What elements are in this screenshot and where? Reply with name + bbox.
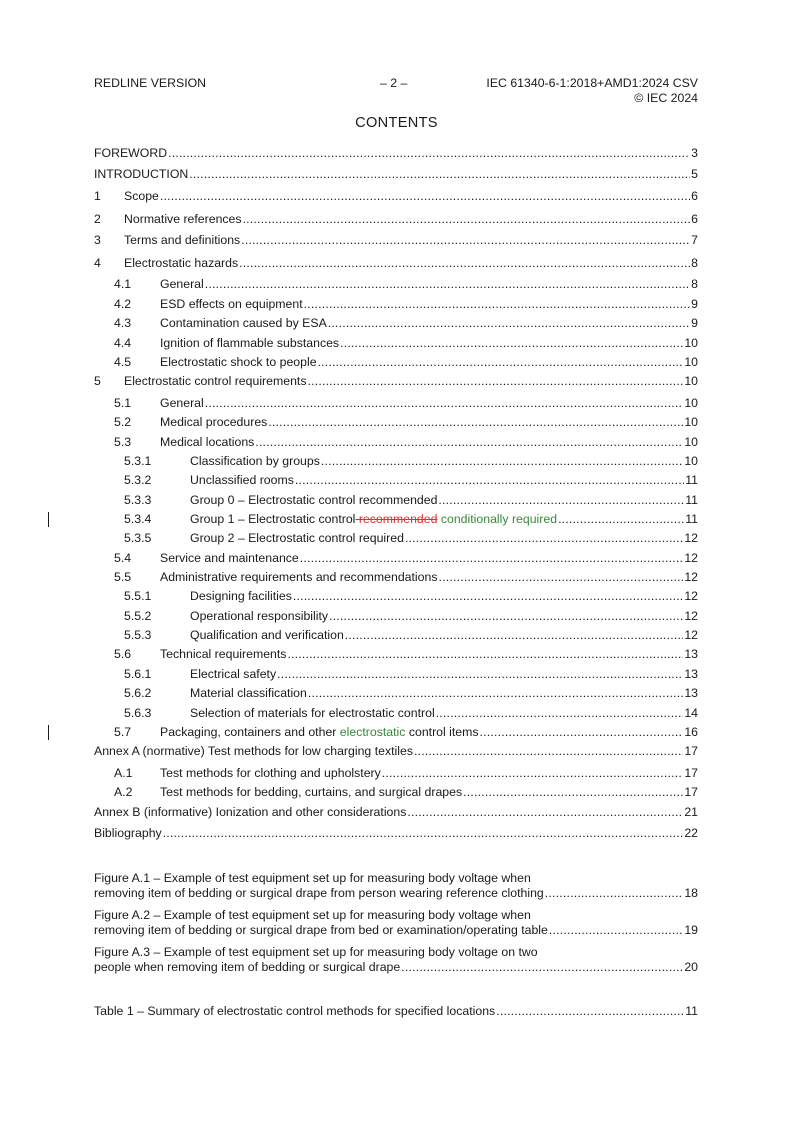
toc-entry[interactable] [94, 589, 698, 604]
toc-entry-text: Classification by groups [190, 454, 320, 468]
toc-entry[interactable] [94, 493, 698, 508]
toc-entry-number: 5.4 [114, 551, 132, 565]
toc-entry[interactable] [94, 316, 698, 331]
header-redline-label: REDLINE VERSION [94, 76, 207, 90]
toc-entry[interactable] [94, 454, 698, 469]
toc-entry[interactable] [94, 415, 698, 430]
toc-entry[interactable] [94, 355, 698, 370]
toc-entry-page: 12 [684, 628, 698, 642]
toc-entry-number: 4.5 [114, 355, 132, 369]
toc-entry-page: 11 [685, 493, 698, 507]
toc-entry-title [160, 785, 462, 800]
toc-entry-title [190, 454, 320, 469]
toc-entry[interactable] [94, 628, 698, 643]
toc-entry[interactable] [94, 744, 698, 759]
toc-entry-title [190, 589, 292, 604]
toc-entry-number: 5.6.1 [124, 667, 152, 681]
toc-entry[interactable] [94, 785, 698, 800]
toc-entry-title [190, 706, 435, 721]
dot-leader [241, 233, 690, 248]
toc-entry-text: Group 1 – Electrostatic control [190, 512, 356, 526]
toc-entry-number: 5.3.1 [124, 454, 152, 468]
toc-entry-number: 4.4 [114, 336, 132, 350]
toc-entry-number: 5.6.3 [124, 706, 152, 720]
figure-caption-line2: removing item of bedding or surgical drape from person wearing reference clothing [94, 886, 544, 900]
toc-entry-number: 5 [94, 374, 101, 388]
toc-entry-page: 10 [684, 355, 698, 369]
toc-entry-title [160, 355, 317, 370]
toc-entry-page: 12 [684, 589, 698, 603]
toc-entry[interactable] [94, 396, 698, 411]
dot-leader [329, 609, 683, 624]
dot-leader [345, 628, 684, 643]
toc-entry[interactable] [94, 277, 698, 292]
figure-page: 20 [684, 960, 698, 974]
dot-leader [318, 355, 684, 370]
figure-caption-line2-row [94, 886, 698, 901]
toc-entry-title [190, 493, 437, 508]
toc-entry-title [160, 336, 339, 351]
contents-title: CONTENTS [355, 115, 438, 131]
toc-entry-page: 7 [691, 233, 698, 247]
toc-entry-text: Electrical safety [190, 667, 277, 681]
inserted-text: electrostatic [339, 725, 406, 739]
toc-entry-title [190, 667, 276, 682]
change-bar [48, 725, 49, 740]
toc-entry-text: Selection of materials for electrostatic control [190, 706, 435, 720]
toc-entry-title [190, 628, 344, 643]
toc-entry-text: Ignition of flammable substances [160, 336, 340, 350]
figure-entry[interactable] [94, 945, 698, 975]
toc-entry-number: 5.3 [114, 435, 132, 449]
toc-entry[interactable] [94, 766, 698, 781]
toc-entry-text: Test methods for bedding, curtains, and surgical drapes [160, 785, 463, 799]
figure-caption-line2: people when removing item of bedding or surgical drape [94, 960, 401, 974]
dot-leader [287, 647, 683, 662]
toc-entry-page: 3 [691, 146, 698, 160]
toc-entry-title [190, 531, 404, 546]
dot-leader [436, 706, 684, 721]
toc-entry[interactable] [94, 297, 698, 312]
toc-entry[interactable] [94, 189, 698, 204]
toc-entry-page: 9 [691, 297, 698, 311]
toc-entry-page: 11 [685, 473, 698, 487]
toc-entry[interactable] [94, 570, 698, 585]
toc-entry[interactable] [94, 435, 698, 450]
toc-entry-page: 10 [684, 435, 698, 449]
toc-entry-number: 5.3.3 [124, 493, 152, 507]
toc-entry-title [94, 167, 188, 182]
toc-entry-title [124, 189, 159, 204]
dot-leader [189, 167, 690, 182]
toc-entry-page: 14 [684, 706, 698, 720]
toc-entry-page: 17 [684, 744, 698, 758]
dot-leader [300, 551, 684, 566]
figure-entry[interactable] [94, 871, 698, 901]
figure-entry[interactable] [94, 908, 698, 938]
figure-caption-line1: Figure A.3 – Example of test equipment set up for measuring body voltage on two [94, 945, 538, 959]
dot-leader [205, 396, 684, 411]
toc-entry-text: Technical requirements [160, 647, 287, 661]
toc-entry-title [160, 277, 204, 292]
dot-leader [545, 886, 684, 901]
toc-entry-title [160, 396, 204, 411]
figure-caption-line2-row [94, 923, 698, 938]
deleted-text: recommended [355, 512, 438, 526]
change-bar [48, 512, 49, 527]
toc-entry-page: 10 [684, 374, 698, 388]
toc-entry-page: 6 [691, 189, 698, 203]
toc-entry-title [160, 570, 438, 585]
toc-entry[interactable] [94, 473, 698, 488]
toc-entry[interactable] [94, 256, 698, 271]
toc-entry-text: General [160, 396, 204, 410]
dot-leader [239, 256, 690, 271]
toc-entry-title [190, 686, 307, 701]
toc-entry-title [190, 473, 294, 488]
toc-entry-number: 5.1 [114, 396, 132, 410]
figure-caption-line1: Figure A.1 – Example of test equipment set up for measuring body voltage when [94, 871, 531, 885]
toc-entry-page: 10 [684, 415, 698, 429]
toc-entry-title [160, 551, 299, 566]
toc-entry-text: ESD effects on equipment [160, 297, 303, 311]
toc-entry-page: 5 [691, 167, 698, 181]
toc-entry[interactable] [94, 551, 698, 566]
toc-entry-text: Normative references [124, 212, 242, 226]
toc-entry-number: 3 [94, 233, 101, 247]
toc-entry-title [160, 725, 479, 740]
toc-entry[interactable] [94, 531, 698, 546]
toc-entry-text: Service and maintenance [160, 551, 299, 565]
toc-entry-text: Electrostatic shock to people [160, 355, 317, 369]
toc-entry[interactable] [94, 647, 698, 662]
toc-entry-text: INTRODUCTION [94, 167, 189, 181]
dot-leader [558, 512, 684, 527]
dot-leader [205, 277, 690, 292]
toc-entry-number: 5.3.5 [124, 531, 152, 545]
toc-entry-title [160, 297, 303, 312]
toc-entry-number: 5.7 [114, 725, 132, 739]
toc-entry-page: 9 [691, 316, 698, 330]
toc-entry-text: Medical procedures [160, 415, 268, 429]
dot-leader [439, 570, 684, 585]
toc-entry-title [190, 512, 557, 527]
toc-entry-number: A.1 [114, 766, 133, 780]
inserted-text: conditionally required [437, 512, 558, 526]
toc-entry[interactable] [94, 706, 698, 721]
toc-entry[interactable] [94, 686, 698, 701]
toc-entry-text-after: control items [405, 725, 479, 739]
toc-entry-text: Annex A (normative) Test methods for low charging textiles [94, 744, 413, 758]
toc-entry[interactable] [94, 233, 698, 248]
toc-entry-number: 5.5 [114, 570, 132, 584]
toc-entry-number: 2 [94, 212, 101, 226]
dot-leader [382, 766, 684, 781]
toc-entry[interactable] [94, 609, 698, 624]
figure-page: 19 [684, 923, 698, 937]
dot-leader [549, 923, 683, 938]
dot-leader [438, 493, 684, 508]
toc-entry-number: A.2 [114, 785, 133, 799]
toc-entry-text: Administrative requirements and recommendations [160, 570, 438, 584]
dot-leader [295, 473, 684, 488]
toc-entry-number: 4.1 [114, 277, 132, 291]
figure-caption-line2: removing item of bedding or surgical drape from bed or examination/operating table [94, 923, 548, 937]
dot-leader [463, 785, 683, 800]
toc-entry-page: 8 [691, 256, 698, 270]
dot-leader [304, 297, 691, 312]
figure-caption-line2-row [94, 960, 698, 975]
toc-entry-text: FOREWORD [94, 146, 168, 160]
toc-entry-title [124, 256, 238, 271]
figure-caption-line1: Figure A.2 – Example of test equipment set up for measuring body voltage when [94, 908, 531, 922]
toc-entry-text: Electrostatic control requirements [124, 374, 307, 388]
toc-entry-page: 11 [685, 512, 698, 526]
toc-entry-number: 4.3 [114, 316, 132, 330]
toc-entry-title [160, 415, 267, 430]
header-page-number: – 2 – [380, 76, 408, 90]
toc-entry-title [190, 609, 328, 624]
toc-entry-title [160, 316, 327, 331]
toc-entry-title [124, 233, 240, 248]
toc-entry-text: General [160, 277, 204, 291]
table-caption: Table 1 – Summary of electrostatic control methods for specified locations [94, 1004, 496, 1018]
toc-entry-page: 17 [684, 785, 698, 799]
toc-entry-page: 21 [684, 805, 698, 819]
dot-leader [168, 146, 690, 161]
toc-entry-text: Group 2 – Electrostatic control required [190, 531, 404, 545]
toc-entry-number: 4.2 [114, 297, 132, 311]
toc-entry-title [124, 374, 306, 389]
dot-leader [496, 1004, 684, 1019]
toc-entry-text: Group 0 – Electrostatic control recommended [190, 493, 438, 507]
toc-entry-page: 22 [684, 826, 698, 840]
dot-leader [268, 415, 683, 430]
dot-leader [328, 316, 690, 331]
toc-entry-text: Packaging, containers and other [160, 725, 340, 739]
toc-entry-text: Scope [124, 189, 159, 203]
toc-entry-number: 5.5.2 [124, 609, 152, 623]
dot-leader [160, 189, 690, 204]
toc-entry-number: 5.6 [114, 647, 132, 661]
toc-entry[interactable] [94, 512, 698, 527]
toc-entry-page: 6 [691, 212, 698, 226]
dot-leader [293, 589, 683, 604]
toc-entry-text: Bibliography [94, 826, 162, 840]
toc-entry[interactable] [94, 667, 698, 682]
toc-entry-text: Operational responsibility [190, 609, 329, 623]
toc-entry-title [94, 146, 167, 161]
toc-entry-text: Medical locations [160, 435, 255, 449]
dot-leader [340, 336, 683, 351]
toc-entry-text: Electrostatic hazards [124, 256, 239, 270]
toc-entry-page: 16 [684, 725, 698, 739]
toc-entry-title [160, 435, 254, 450]
toc-entry-title [94, 744, 413, 759]
dot-leader [163, 826, 684, 841]
toc-entry-number: 5.2 [114, 415, 132, 429]
toc-entry-text: Designing facilities [190, 589, 292, 603]
toc-entry[interactable] [94, 212, 698, 227]
toc-entry-text: Annex B (informative) Ionization and other considerations [94, 805, 407, 819]
figure-page: 18 [684, 886, 698, 900]
header-standard-id: IEC 61340-6-1:2018+AMD1:2024 CSV [486, 76, 698, 90]
toc-entry-page: 10 [684, 396, 698, 410]
toc-entry-page: 13 [684, 686, 698, 700]
dot-leader [401, 960, 683, 975]
toc-entry-text: Contamination caused by ESA [160, 316, 327, 330]
dot-leader [480, 725, 684, 740]
toc-entry-number: 4 [94, 256, 101, 270]
toc-entry-page: 10 [684, 454, 698, 468]
toc-entry-number: 1 [94, 189, 101, 203]
toc-entry-number: 5.3.2 [124, 473, 152, 487]
toc-entry-title [94, 805, 406, 820]
toc-entry-page: 12 [684, 609, 698, 623]
toc-entry-text: Material classification [190, 686, 307, 700]
toc-entry-text: Qualification and verification [190, 628, 344, 642]
toc-entry[interactable] [94, 725, 698, 740]
toc-entry-number: 5.6.2 [124, 686, 152, 700]
toc-entry[interactable] [94, 374, 698, 389]
toc-entry-page: 12 [684, 551, 698, 565]
toc-entry-text: Terms and definitions [124, 233, 241, 247]
toc-entry[interactable] [94, 167, 698, 182]
toc-entry-title [160, 766, 381, 781]
dot-leader [243, 212, 691, 227]
toc-entry[interactable] [94, 146, 698, 161]
toc-entry-text: Test methods for clothing and upholstery [160, 766, 381, 780]
toc-entry-page: 8 [691, 277, 698, 291]
toc-entry-title [124, 212, 242, 227]
dot-leader [255, 435, 683, 450]
toc-entry-text: Unclassified rooms [190, 473, 294, 487]
toc-entry-page: 10 [684, 336, 698, 350]
dot-leader [321, 454, 683, 469]
toc-entry-page: 12 [684, 531, 698, 545]
toc-entry-page: 17 [684, 766, 698, 780]
toc-entry-title [94, 826, 162, 841]
toc-entry-title [160, 647, 286, 662]
dot-leader [307, 374, 683, 389]
toc-entry-number: 5.5.3 [124, 628, 152, 642]
toc-entry[interactable] [94, 805, 698, 820]
toc-entry[interactable] [94, 826, 698, 841]
dot-leader [414, 744, 683, 759]
toc-entry-number: 5.3.4 [124, 512, 152, 526]
table-entry[interactable] [94, 1004, 698, 1019]
toc-entry-page: 13 [684, 667, 698, 681]
table-page: 11 [685, 1004, 698, 1018]
header-copyright: © IEC 2024 [634, 91, 698, 105]
dot-leader [277, 667, 683, 682]
toc-entry-page: 13 [684, 647, 698, 661]
dot-leader [405, 531, 683, 546]
dot-leader [407, 805, 683, 820]
dot-leader [308, 686, 683, 701]
toc-entry-number: 5.5.1 [124, 589, 152, 603]
toc-entry-page: 12 [684, 570, 698, 584]
toc-entry[interactable] [94, 336, 698, 351]
